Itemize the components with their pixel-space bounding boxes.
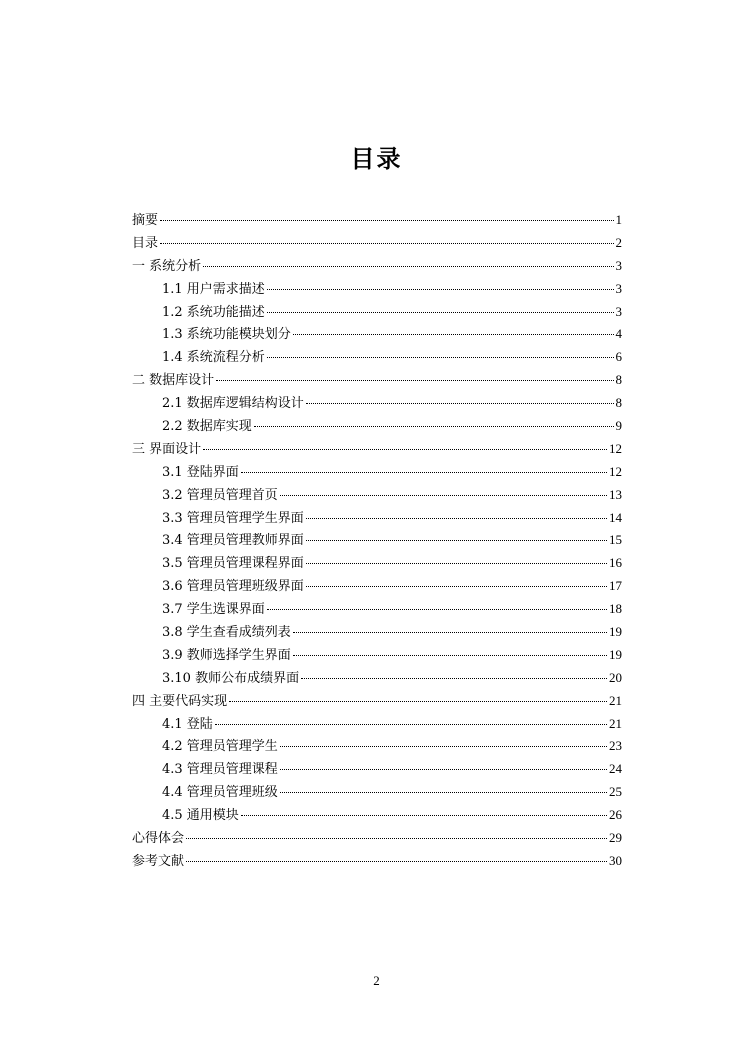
toc-entry-page: 12: [609, 463, 622, 479]
toc-entry-label: 3.9 教师选择学生界面: [162, 647, 291, 663]
toc-dot-leader: [160, 220, 613, 221]
toc-entry-page: 9: [615, 418, 622, 434]
toc-dot-leader: [241, 815, 607, 816]
toc-entry-page: 8: [615, 372, 622, 388]
toc-entry[interactable]: [132, 255, 622, 278]
toc-entry-page: 24: [609, 761, 622, 777]
toc-entry[interactable]: [132, 529, 622, 552]
toc-entry-label: 4.4 管理员管理班级: [162, 785, 278, 801]
toc-entry-label: 三 界面设计: [132, 441, 202, 457]
toc-entry-page: 25: [609, 784, 622, 800]
toc-dot-leader: [215, 724, 607, 725]
toc-dot-leader: [280, 792, 607, 793]
toc-entry[interactable]: [132, 667, 622, 690]
toc-entry[interactable]: [132, 644, 622, 667]
toc-entry[interactable]: [132, 850, 622, 873]
toc-entry[interactable]: [132, 713, 622, 736]
table-of-contents: [132, 209, 622, 873]
toc-entry-page: 12: [609, 440, 622, 456]
toc-dot-leader: [267, 609, 607, 610]
toc-entry-label: 4.5 通用模块: [162, 808, 239, 824]
toc-dot-leader: [306, 518, 607, 519]
toc-entry[interactable]: [132, 758, 622, 781]
toc-entry-page: 19: [609, 624, 622, 640]
toc-entry-label: 二 数据库设计: [132, 373, 215, 389]
toc-entry-page: 21: [609, 715, 622, 731]
page-title: 目录: [350, 145, 403, 173]
toc-entry-page: 16: [609, 555, 622, 571]
toc-entry-label: 3.8 学生查看成绩列表: [162, 625, 291, 641]
toc-entry-page: 19: [609, 646, 622, 662]
toc-dot-leader: [241, 472, 607, 473]
toc-dot-leader: [267, 357, 614, 358]
toc-dot-leader: [229, 701, 607, 702]
toc-dot-leader: [254, 426, 614, 427]
toc-entry-page: 3: [615, 303, 622, 319]
toc-entry[interactable]: [132, 369, 622, 392]
toc-entry-label: 1.1 用户需求描述: [162, 281, 265, 297]
toc-entry[interactable]: [132, 804, 622, 827]
toc-dot-leader: [267, 289, 614, 290]
toc-entry[interactable]: [132, 278, 622, 301]
toc-entry-page: 23: [609, 738, 622, 754]
toc-entry[interactable]: [132, 461, 622, 484]
toc-entry[interactable]: [132, 209, 622, 232]
toc-entry-label: 心得体会: [132, 831, 185, 847]
page-number: 2: [373, 973, 380, 988]
toc-entry-page: 17: [609, 578, 622, 594]
toc-entry-page: 1: [615, 212, 622, 227]
toc-dot-leader: [306, 540, 607, 541]
toc-entry[interactable]: [132, 552, 622, 575]
toc-entry[interactable]: [132, 598, 622, 621]
toc-entry-label: 3.7 学生选课界面: [162, 602, 265, 618]
toc-entry-page: 26: [609, 807, 622, 823]
toc-entry-label: 2.1 数据库逻辑结构设计: [162, 396, 304, 412]
toc-entry-label: 一 系统分析: [132, 258, 202, 274]
toc-entry-page: 6: [615, 349, 622, 365]
toc-entry-label: 4.1 登陆: [162, 716, 213, 732]
toc-dot-leader: [216, 380, 613, 381]
toc-dot-leader: [280, 769, 607, 770]
toc-entry-page: 3: [615, 280, 622, 296]
toc-entry-page: 13: [609, 486, 622, 502]
toc-entry-page: 14: [609, 509, 622, 525]
toc-dot-leader: [306, 403, 614, 404]
toc-entry[interactable]: [132, 415, 622, 438]
toc-dot-leader: [267, 312, 614, 313]
toc-entry[interactable]: [132, 438, 622, 461]
toc-dot-leader: [203, 266, 613, 267]
toc-dot-leader: [306, 586, 607, 587]
toc-entry-page: 3: [615, 257, 622, 273]
toc-entry-label: 四 主要代码实现: [132, 693, 228, 709]
toc-entry-label: 1.4 系统流程分析: [162, 350, 265, 366]
toc-entry-page: 30: [609, 852, 622, 868]
toc-dot-leader: [293, 334, 614, 335]
toc-entry-page: 2: [615, 234, 622, 250]
toc-entry-label: 4.2 管理员管理学生: [162, 739, 278, 755]
toc-entry-page: 4: [615, 326, 622, 342]
toc-entry[interactable]: [132, 232, 622, 255]
toc-entry-label: 2.2 数据库实现: [162, 419, 252, 435]
toc-entry[interactable]: [132, 301, 622, 324]
toc-entry[interactable]: [132, 735, 622, 758]
toc-entry-page: 18: [609, 601, 622, 617]
toc-entry[interactable]: [132, 621, 622, 644]
toc-dot-leader: [203, 449, 607, 450]
toc-entry[interactable]: [132, 690, 622, 713]
toc-entry-page: 20: [609, 669, 622, 685]
toc-dot-leader: [293, 655, 607, 656]
toc-dot-leader: [186, 861, 607, 862]
toc-dot-leader: [306, 563, 607, 564]
toc-entry[interactable]: [132, 346, 622, 369]
toc-entry[interactable]: [132, 392, 622, 415]
toc-entry-label: 3.2 管理员管理首页: [162, 487, 278, 503]
toc-entry-page: 29: [609, 830, 622, 846]
toc-entry[interactable]: [132, 323, 622, 346]
toc-entry-label: 3.3 管理员管理学生界面: [162, 510, 304, 526]
toc-dot-leader: [186, 838, 607, 839]
toc-dot-leader: [301, 678, 607, 679]
toc-dot-leader: [293, 632, 607, 633]
toc-entry-label: 3.1 登陆界面: [162, 464, 239, 480]
toc-entry-label: 摘要: [132, 213, 159, 228]
toc-entry[interactable]: [132, 781, 622, 804]
toc-entry-label: 3.6 管理员管理班级界面: [162, 579, 304, 595]
toc-entry-page: 15: [609, 532, 622, 548]
toc-entry[interactable]: [132, 827, 622, 850]
toc-entry-label: 参考文献: [132, 853, 185, 869]
toc-entry[interactable]: [132, 484, 622, 507]
toc-entry-label: 1.2 系统功能描述: [162, 304, 265, 320]
toc-entry-label: 1.3 系统功能模块划分: [162, 327, 291, 343]
toc-entry-page: 21: [609, 692, 622, 708]
toc-dot-leader: [160, 243, 613, 244]
toc-dot-leader: [280, 495, 607, 496]
toc-dot-leader: [280, 746, 607, 747]
toc-entry-label: 4.3 管理员管理课程: [162, 762, 278, 778]
toc-entry-label: 目录: [132, 235, 159, 251]
toc-entry[interactable]: [132, 575, 622, 598]
toc-entry-page: 8: [615, 395, 622, 411]
toc-entry-label: 3.4 管理员管理教师界面: [162, 533, 304, 549]
toc-entry-label: 3.5 管理员管理课程界面: [162, 556, 304, 572]
toc-entry[interactable]: [132, 507, 622, 530]
toc-entry-label: 3.10 教师公布成绩界面: [162, 670, 300, 686]
